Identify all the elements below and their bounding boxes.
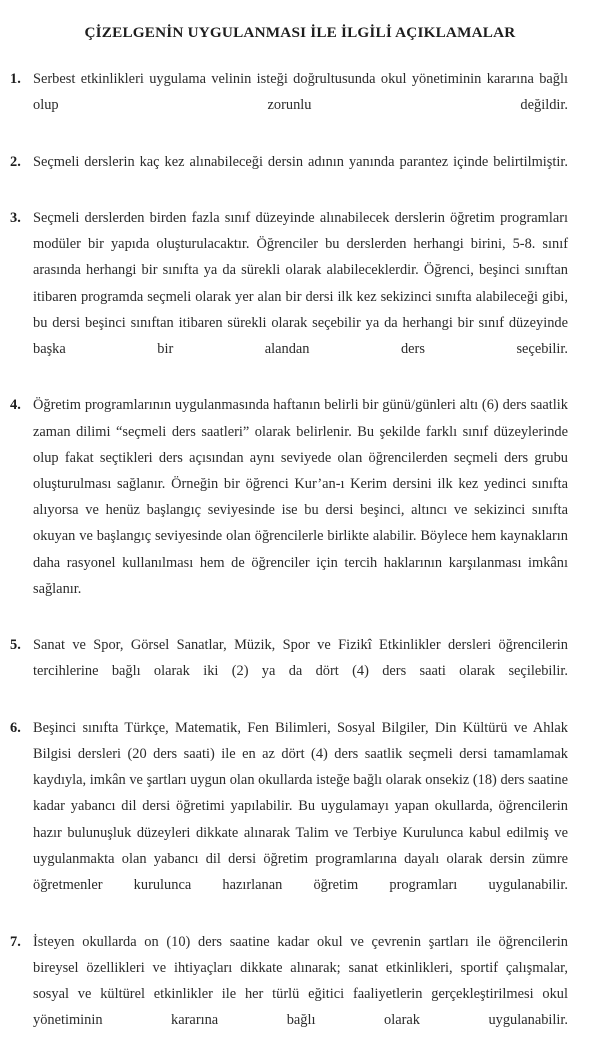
clause-item-5 bbox=[10, 632, 568, 711]
clause-number: 6. bbox=[10, 719, 21, 736]
page-title: ÇİZELGENİN UYGULANMASI İLE İLGİLİ AÇIKLAMALAR bbox=[84, 24, 516, 41]
clause-text: Sanat ve Spor, Görsel Sanatlar, Müzik, Spor ve Fizikî Etkinlikler dersleri öğrencilerin tercihlerine bağlı olarak iki (2) ya da dört (4) ders saati olarak seçilebilir. bbox=[33, 637, 568, 680]
clause-number: 4. bbox=[10, 397, 21, 414]
clause-number: 2. bbox=[10, 153, 21, 170]
clause-text: Beşinci sınıfta Türkçe, Matematik, Fen Bilimleri, Sosyal Bilgiler, Din Kültürü ve Ahlak Bilgisi dersleri (20 ders saati) ile en az dört (4) ders saatlik seçmeli dersi tamamlamak kaydıyla, imkân ve şartları uygun olan okullarda isteğe bağlı olarak onsekiz (18) ders saatine kadar yabancı dil dersi öğretimi yapılabilir. Bu uygulamayı yapan okullarda, öğrencilerin hazır bulunuşluk düzeyleri dikkate alınarak Talim ve Terbiye Kurulunca kabul edilmiş ve uygulanmakta olan yabancı dil dersi öğretim programlarına dayalı olarak dersin zümre öğretmenler kurulunca hazırlanan öğretim programları uygulanabilir. bbox=[33, 719, 568, 894]
clause-text: İsteyen okullarda on (10) ders saatine kadar okul ve çevrenin şartları ile öğrencilerin bireysel özellikleri ve ihtiyaçları dikkate alınarak; sanat etkinlikleri, sportif çalışmalar, sosyal ve kültürel etkinlikler ile her türlü eğitici faaliyetlerin gerçekleştirilmesi okul yönetiminin kararına bağlı olarak uygulanabilir. bbox=[33, 933, 568, 1029]
clause-item-6 bbox=[10, 715, 568, 925]
clause-number: 3. bbox=[10, 210, 21, 227]
clause-item-7 bbox=[10, 929, 568, 1060]
clause-number: 1. bbox=[10, 71, 21, 87]
clause-list bbox=[10, 66, 568, 1064]
clause-number: 7. bbox=[10, 933, 21, 950]
clause-item-4 bbox=[10, 392, 568, 628]
clause-item-3 bbox=[10, 205, 568, 388]
clause-text: Seçmeli derslerden birden fazla sınıf düzeyinde alınabilecek derslerin öğretim programları modüler bir yapıda oluşturulacaktır. Öğrenciler bu derslerden herhangi birini, 5-8. sınıf arasında herhangi bir sınıfta ya da sürekli olarak alabileceklerdir. Öğrenci, beşinci sınıftan itibaren programda seçmeli olarak yer alan bir dersi ilk kez sekizinci sınıfta alabileceği gibi, bu dersi beşinci sınıftan itibaren sürekli olarak seçebilir ya da herhangi bir sınıf düzeyinde başka bir alandan ders seçebilir. bbox=[33, 210, 568, 358]
clause-text: Öğretim programlarının uygulanmasında haftanın belirli bir günü/günleri altı (6) ders saatlik zaman dilimi “seçmeli ders saatleri” olarak belirlenir. Bu şekilde farklı sınıf düzeylerinde olup fakat seçtikleri ders açısından aynı seviyede olan öğrencilerden seçmeli ders grubu oluşturulması sağlanır. Örneğin bir öğrenci Kur’an-ı Kerim dersini ilk kez yedinci sınıfta alıyorsa ve henüz başlangıç seviyesinde ise bu dersi beşinci, altıncı ve sekizinci sınıfta okuyan ve başlangıç seviyesinde olan öğrencilerle birlikte alabilir. Böylece hem kaynakların daha rasyonel kullanılması hem de öğrenciler için tercih haklarının karşılanması imkânı sağlanır. bbox=[33, 397, 568, 597]
clause-item-1 bbox=[10, 66, 568, 145]
clause-number: 5. bbox=[10, 637, 21, 654]
clause-text: Serbest etkinlikleri uygulama velinin isteği doğrultusunda okul yönetiminin kararına bağlı olup zorunlu değildir. bbox=[33, 71, 568, 114]
clause-text: Seçmeli derslerin kaç kez alınabileceği dersin adının yanında parantez içinde belirtilmiştir. bbox=[33, 153, 568, 170]
clause-item-2 bbox=[10, 149, 568, 201]
